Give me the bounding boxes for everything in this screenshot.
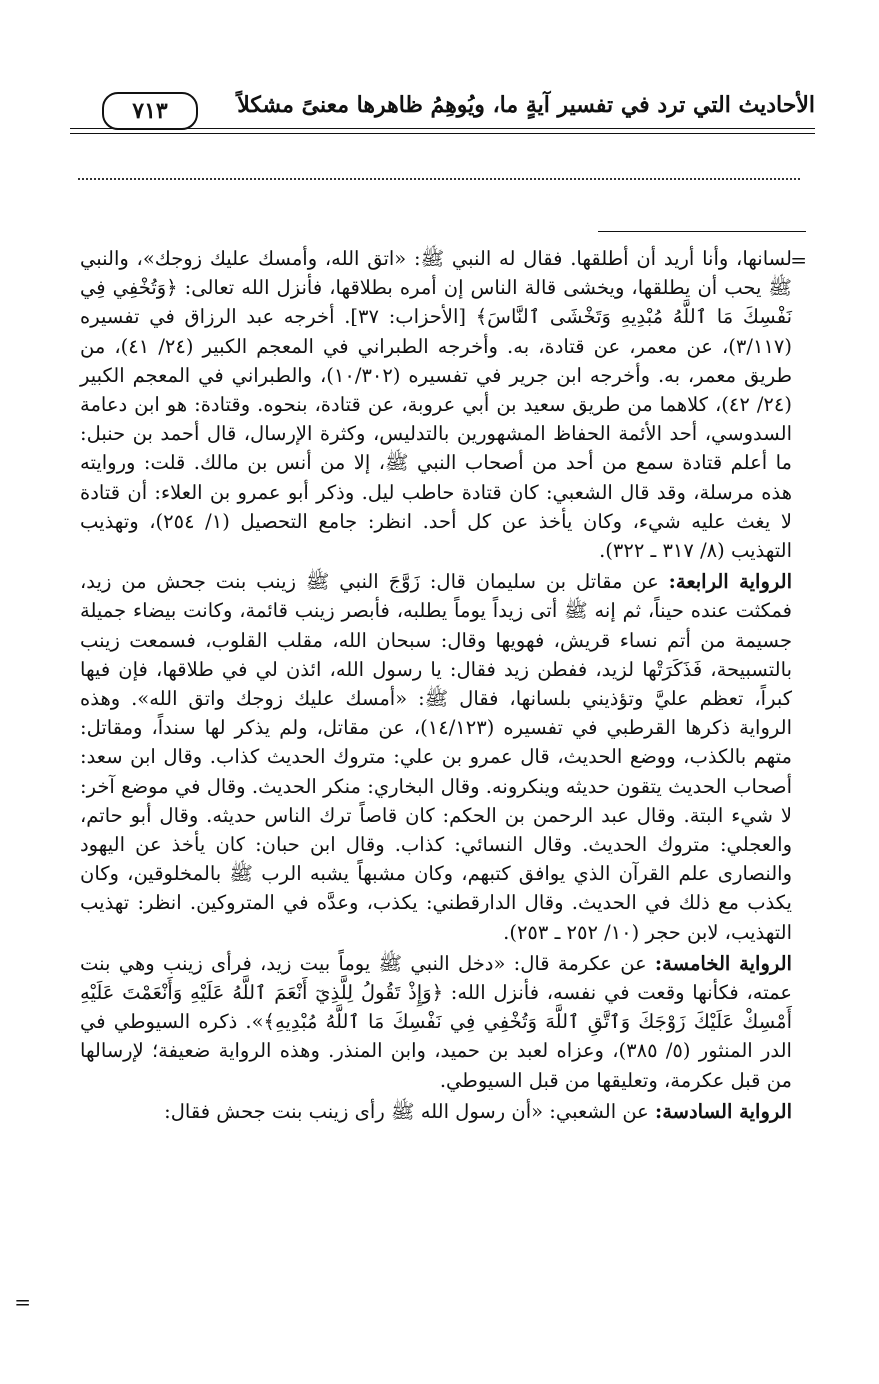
dotted-separator xyxy=(78,178,800,190)
page-header xyxy=(70,92,815,142)
continuation-mark-top: = xyxy=(790,248,807,272)
paragraph-text: عن الشعبي: «أن رسول الله ﷺ رأى زينب بنت جحش فقال: xyxy=(164,1099,649,1123)
page-number-badge xyxy=(102,92,198,130)
paragraph-text: لسانها، وأنا أريد أن أطلقها. فقال له النبي ﷺ: «اتق الله، وأمسك عليك زوجك»، والنبي ﷺ يحب أن يطلقها، ويخشى قالة الناس إن أمره بطلاقها، فأنزل الله تعالى: ﴿وَتُخْفِي فِي نَفْسِكَ مَا ٱللَّهُ مُبْدِيهِ وَتَخْشَى ٱلنَّاسَ﴾ [الأحزاب: ٣٧]. أخرجه عبد الرزاق في تفسيره (٣/١١٧)، عن معمر، عن قتادة، به. وأخرجه الطبراني في المعجم الكبير (٢٤/ ٤١)، من طريق معمر، به. وأخرجه ابن جرير في تفسيره (١٠/٣٠٢)، والطبراني في المعجم الكبير (٢٤/ ٤٢)، كلاهما من طريق سعيد بن أبي عروبة، عن قتادة، بنحوه. وقتادة: هو ابن دعامة السدوسي، أحد الأئمة الحفاظ المشهورين بالتدليس، وكثرة الإرسال، قال أحمد بن حنبل: ما أعلم قتادة سمع من أحد من أصحاب النبي ﷺ، إلا من أنس بن مالك. قلت: وروايته هذه مرسلة، وقد قال الشعبي: كان قتادة حاطب ليل. وذكر أبو عمرو بن العلاء: أن قتادة لا يغث عليه شيء، وكان يأخذ عن كل أحد. انظر: جامع التحصيل (١/ ٢٥٤)، وتهذيب التهذيب (٨/ ٣١٧ ـ ٣٢٢). xyxy=(80,247,792,563)
header-rule-bottom xyxy=(70,133,815,134)
paragraph-riwaya-5 xyxy=(80,949,792,1095)
continuation-mark-bottom: = xyxy=(14,1290,31,1314)
paragraph-label: الرواية الخامسة: xyxy=(654,951,792,975)
paragraph-label: الرواية السادسة: xyxy=(655,1099,792,1123)
paragraph-riwaya-6 xyxy=(80,1097,792,1126)
footnote-body xyxy=(80,244,792,1126)
paragraph-text: عن عكرمة قال: «دخل النبي ﷺ يوماً بيت زيد، فرأى زينب وهي بنت عمته، فكأنها وقعت في نفسه، فأنزل الله: ﴿وَإِذْ تَقُولُ لِلَّذِيٓ أَنْعَمَ ٱللَّهُ عَلَيْهِ وَأَنْعَمْتَ عَلَيْهِ أَمْسِكْ عَلَيْكَ زَوْجَكَ وَٱتَّقِ ٱللَّهَ وَتُخْفِي فِي نَفْسِكَ مَا ٱللَّهُ مُبْدِيهِ﴾». ذكره السيوطي في الدر المنثور (٥/ ٣٨٥)، وعزاه لعبد بن حميد، وابن المنذر. وهذه الرواية ضعيفة؛ لإرسالها من قبل عكرمة، وتعليقها من قبل السيوطي. xyxy=(80,951,792,1092)
paragraph-1 xyxy=(80,244,792,565)
paragraph-riwaya-4 xyxy=(80,567,792,947)
header-rule-top xyxy=(70,128,815,129)
footnote-separator xyxy=(598,231,806,232)
page-number: ٧١٣ xyxy=(132,98,168,124)
running-title: الأحاديث التي ترد في تفسير آيةٍ ما، ويُوهِمُ ظاهرها معنىً مشكلاً xyxy=(237,92,815,118)
paragraph-text: عن مقاتل بن سليمان قال: زَوَّجَ النبي ﷺ زينب بنت جحش من زيد، فمكثت عنده حيناً، ثم إنه ﷺ أتى زيداً يوماً يطلبه، فأبصر زينب قائمة، وكانت بيضاء جميلة جسيمة من أتم نساء قريش، فهويها وقال: سبحان الله، مقلب القلوب، فسمعت زينب بالتسبيحة، فَذَكَرَتْها لزيد، ففطن زيد فقال: يا رسول الله، ائذن لي في طلاقها، فإن فيها كبراً، تعظم عليَّ وتؤذيني بلسانها، فقال ﷺ: «أمسك عليك زوجك واتق الله». وهذه الرواية ذكرها القرطبي في تفسيره (١٤/١٢٣)، عن مقاتل، ولم يذكر لها سنداً، ومقاتل: متهم بالكذب، ووضع الحديث، قال عمرو بن علي: متروك الحديث كذاب. وقال ابن سعد: أصحاب الحديث يتقون حديثه وينكرونه. وقال البخاري: منكر الحديث. وقال في موضع آخر: لا شيء البتة. وقال عبد الرحمن بن الحكم: كان قاصاً ترك الناس حديثه. وقال أبو حاتم، والعجلي: متروك الحديث. وقال النسائي: كذاب. وقال ابن حبان: كان يأخذ عن اليهود والنصارى علم القرآن الذي يوافق كتبهم، وكان مشبهاً يشبه الرب ﷺ بالمخلوقين، وكان يكذب مع ذلك في الحديث. وقال الدارقطني: يكذب، وعدَّه في المتروكين. انظر: تهذيب التهذيب، لابن حجر (١٠/ ٢٥٢ ـ ٢٥٣). xyxy=(80,570,792,944)
paragraph-label: الرواية الرابعة: xyxy=(668,570,792,594)
